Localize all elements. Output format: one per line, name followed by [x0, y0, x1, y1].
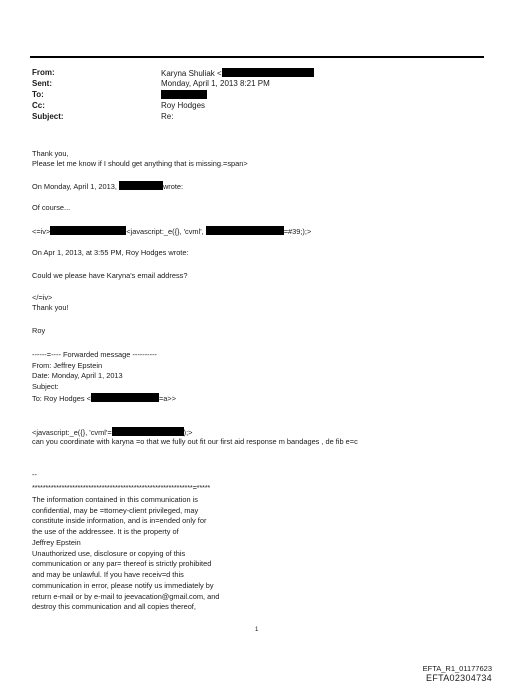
- body-line: </=iv>: [32, 293, 53, 302]
- body-line: Of course...: [32, 203, 71, 212]
- cc-value: Roy Hodges: [161, 101, 206, 110]
- body-line: ------=---- Forwarded message ----------: [32, 350, 158, 359]
- body-line: --: [32, 470, 37, 479]
- disclaimer-line: and may be unlawful. If you have receiv=d this: [32, 570, 184, 579]
- subject-label: Subject:: [32, 112, 64, 121]
- disclaimer-line: The information contained in this communication is: [32, 495, 198, 504]
- disclaimer-line: confidential, may be =ttorney-client privileged, may: [32, 506, 199, 515]
- redaction-box: [112, 427, 184, 436]
- body-line: can you coordinate with karyna =o that we fully out fit our first aid response m bandages , de fib e=c: [32, 437, 358, 446]
- page-number: 1: [255, 627, 259, 633]
- body-line: Thank you!: [32, 303, 69, 312]
- body-line: Subject:: [32, 382, 59, 391]
- body-line: On Monday, April 1, 2013, wrote:: [32, 182, 184, 191]
- subject-value: Re:: [161, 112, 174, 121]
- from-value: Karyna Shuliak <: [161, 68, 314, 79]
- from-label: From:: [32, 68, 55, 77]
- redaction-box: [119, 181, 163, 190]
- sent-label: Sent:: [32, 79, 52, 88]
- redaction-box: [91, 393, 159, 402]
- footer-id-primary: EFTA_R1_01177623: [422, 664, 492, 673]
- body-line: Date: Monday, April 1, 2013: [32, 371, 123, 380]
- footer-id-secondary: EFTA02304734: [426, 673, 492, 683]
- body-line: From: Jeffrey Epstein: [32, 361, 103, 370]
- disclaimer-line: communication in error, please notify us immediately by: [32, 581, 214, 590]
- disclaimer-line: Unauthorized use, disclosure or copying of this: [32, 549, 186, 558]
- body-line: Could we please have Karyna's email address?: [32, 271, 188, 280]
- body-line: Roy: [32, 326, 46, 335]
- redaction-box: [50, 226, 126, 235]
- redaction-box: [206, 226, 284, 235]
- disclaimer-line: the use of the addressee. It is the property of: [32, 527, 179, 536]
- disclaimer-line: return e-mail or by e-mail to jeevacation@gmail.com, and: [32, 592, 220, 601]
- disclaimer-line: constitute inside information, and is in=ended only for: [32, 516, 207, 525]
- disclaimer-line: Jeffrey Epstein: [32, 538, 81, 547]
- body-line: Thank you,: [32, 149, 69, 158]
- cc-label: Cc:: [32, 101, 45, 110]
- body-line: <javascript:_e({}, 'cvml'= );>: [32, 428, 193, 437]
- body-line: <=iv> <javascript:_e({}, 'cvml', =#39;);>: [32, 227, 312, 236]
- disclaimer-line: communication or any par= thereof is strictly prohibited: [32, 559, 212, 568]
- disclaimer-line: destroy this communication and all copies thereof,: [32, 602, 196, 611]
- body-line: To: Roy Hodges < =a>>: [32, 394, 177, 403]
- separator-line: ************************************************************=*****: [32, 483, 211, 492]
- body-line: Please let me know if I should get anything that is missing.=span>: [32, 159, 248, 168]
- header-rule: [30, 56, 484, 58]
- redaction-box: [161, 90, 207, 99]
- body-line: On Apr 1, 2013, at 3:55 PM, Roy Hodges wrote:: [32, 248, 189, 257]
- redaction-box: [222, 68, 314, 77]
- to-label: To:: [32, 90, 44, 99]
- sent-value: Monday, April 1, 2013 8:21 PM: [161, 79, 270, 88]
- to-value: [161, 90, 207, 101]
